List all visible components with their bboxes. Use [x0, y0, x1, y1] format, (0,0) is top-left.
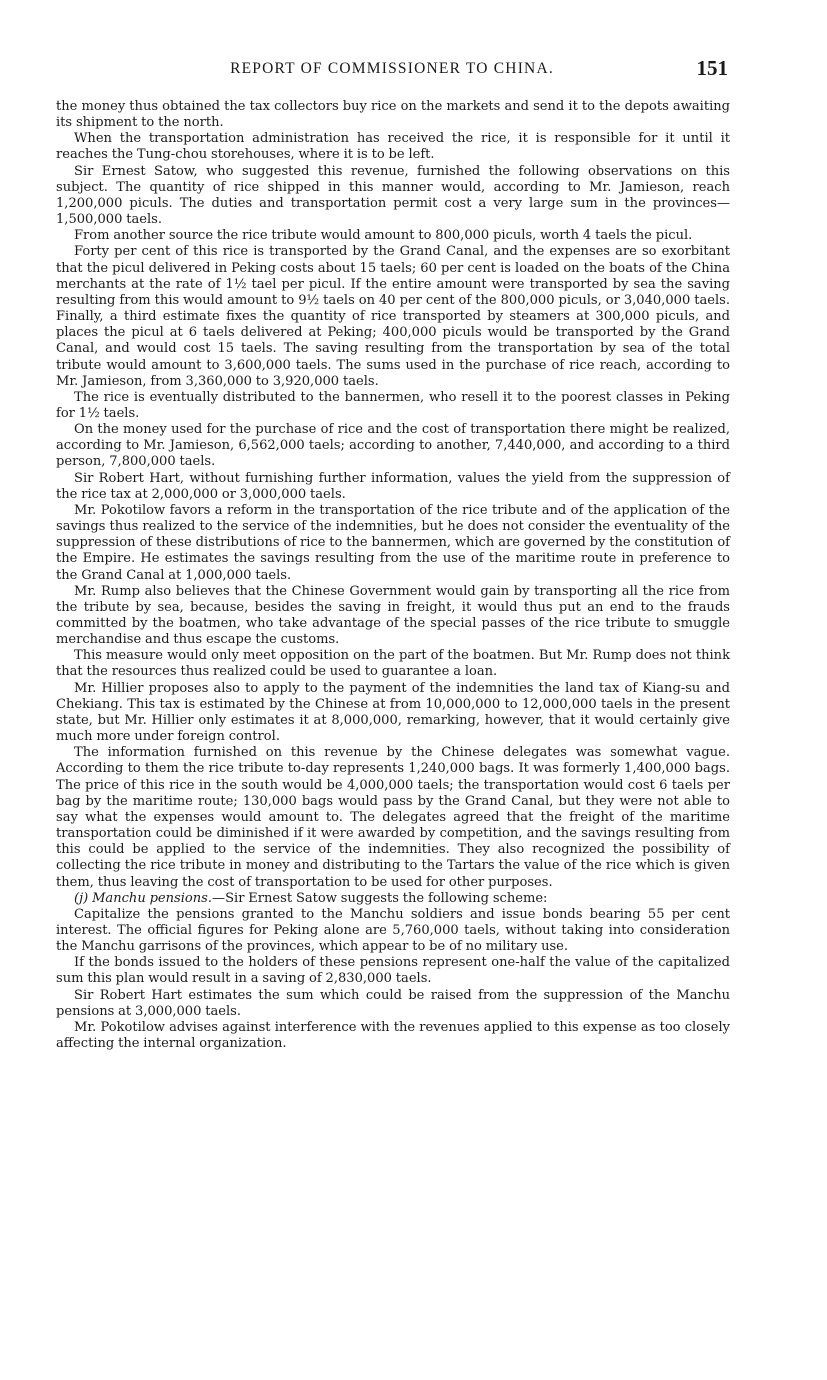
paragraph: Mr. Hillier proposes also to apply to the payment of the indemnities the land tax of Kiang-su and Chekiang. This tax is estimated by the Chinese at from 10,000,000 to 12,000,000 taels in the present state, but Mr. Hillier only estimates it at 8,000,000, remarking, however, that it would certainly give much more under foreign control. [56, 680, 730, 745]
paragraph: Mr. Rump also believes that the Chinese Government would gain by transporting all the rice from the tribute by sea, because, besides the saving in freight, it would thus put an end to the frauds committed by the boatmen, who take advantage of the special passes of the rice tribute to smuggle merchandise and thus escape the customs. [56, 583, 730, 648]
section-paragraph [56, 891, 730, 907]
paragraph: Capitalize the pensions granted to the Manchu soldiers and issue bonds bearing 55 per cent interest. The official figures for Peking alone are 5,760,000 taels, without taking into consideration the Manchu garrisons of the provinces, which appear to be of no military use. [56, 906, 730, 955]
running-header [56, 56, 728, 84]
page-body [56, 99, 730, 1052]
section-lead-text: —Sir Ernest Satow suggests the following scheme: [212, 890, 548, 906]
paragraph: Forty per cent of this rice is transported by the Grand Canal, and the expenses are so exorbitant that the picul delivered in Peking costs about 15 taels; 60 per cent is loaded on the boats of the China merchants at the rate of 1½ tael per picul. If the entire amount were transported by sea the saving resulting from this would amount to 9½ taels on 40 per cent of the 800,000 piculs, or 3,040,000 taels. Finally, a third estimate fixes the quantity of rice transported by steamers at 300,000 piculs, and places the picul at 6 taels delivered at Peking; 400,000 piculs would be transported by the Grand Canal, and would cost 15 taels. The saving resulting from the transportation by sea of the total tribute would amount to 3,600,000 taels. The sums used in the purchase of rice reach, according to Mr. Jamieson, from 3,360,000 to 3,920,000 taels. [56, 244, 730, 389]
paragraph: When the transportation administration has received the rice, it is responsible for it until it reaches the Tung-chou storehouses, where it is to be left. [56, 131, 730, 163]
paragraph: Sir Robert Hart, without furnishing further information, values the yield from the suppression of the rice tax at 2,000,000 or 3,000,000 taels. [56, 470, 730, 502]
paragraph: Mr. Pokotilow advises against interference with the revenues applied to this expense as too closely affecting the internal organization. [56, 1019, 730, 1052]
paragraph: Sir Ernest Satow, who suggested this revenue, furnished the following observations on this subject. The quantity of rice shipped in this manner would, according to Mr. Jamieson, reach 1,200,000 piculs. The duties and transportation permit cost a very large sum in the provinces—1,500,000 taels. [56, 163, 730, 228]
paragraph: On the money used for the purchase of rice and the cost of transportation there might be realized, according to Mr. Jamieson, 6,562,000 taels; according to another, 7,440,000, and according to a third person, 7,800,000 taels. [56, 422, 730, 470]
paragraph: If the bonds issued to the holders of these pensions represent one-half the value of the capitalized sum this plan would result in a saving of 2,830,000 taels. [56, 955, 730, 987]
section-subhead: (j) Manchu pensions. [74, 890, 213, 906]
page-number: 151 [696, 56, 728, 80]
paragraph: the money thus obtained the tax collectors buy rice on the markets and send it to the depots awaiting its shipment to the north. [56, 99, 730, 131]
paragraph: This measure would only meet opposition on the part of the boatmen. But Mr. Rump does not think that the resources thus realized could be used to guarantee a loan. [56, 648, 730, 680]
paragraph: The information furnished on this revenue by the Chinese delegates was somewhat vague. According to them the rice tribute to-day represents 1,240,000 bags. It was formerly 1,400,000 bags. The price of this rice in the south would be 4,000,000 taels; the transportation would cost 6 taels per bag by the maritime route; 130,000 bags would pass by the Grand Canal, but they were not able to say what the expenses would amount to. The delegates agreed that the freight of the maritime transportation could be diminished if it were awarded by competition, and the savings resulting from this could be applied to the service of the indemnities. They also recognized the possibility of collecting the rice tribute in money and distributing to the Tartars the value of the rice which is given them, thus leaving the cost of transportation to be used for other purposes. [56, 745, 730, 890]
running-head-title: REPORT OF COMMISSIONER TO CHINA. [230, 60, 554, 77]
paragraph: Sir Robert Hart estimates the sum which could be raised from the suppression of the Manchu pensions at 3,000,000 taels. [56, 987, 730, 1019]
paragraph: From another source the rice tribute would amount to 800,000 piculs, worth 4 taels the picul. [74, 228, 693, 244]
paragraph: The rice is eventually distributed to the bannermen, who resell it to the poorest classes in Peking for 1½ taels. [56, 389, 730, 421]
paragraph: Mr. Pokotilow favors a reform in the transportation of the rice tribute and of the application of the savings thus realized to the service of the indemnities, but he does not consider the eventuality of the suppression of these distributions of rice to the bannermen, which are governed by the constitution of the Empire. He estimates the savings resulting from the use of the maritime route in preference to the Grand Canal at 1,000,000 taels. [56, 502, 730, 583]
